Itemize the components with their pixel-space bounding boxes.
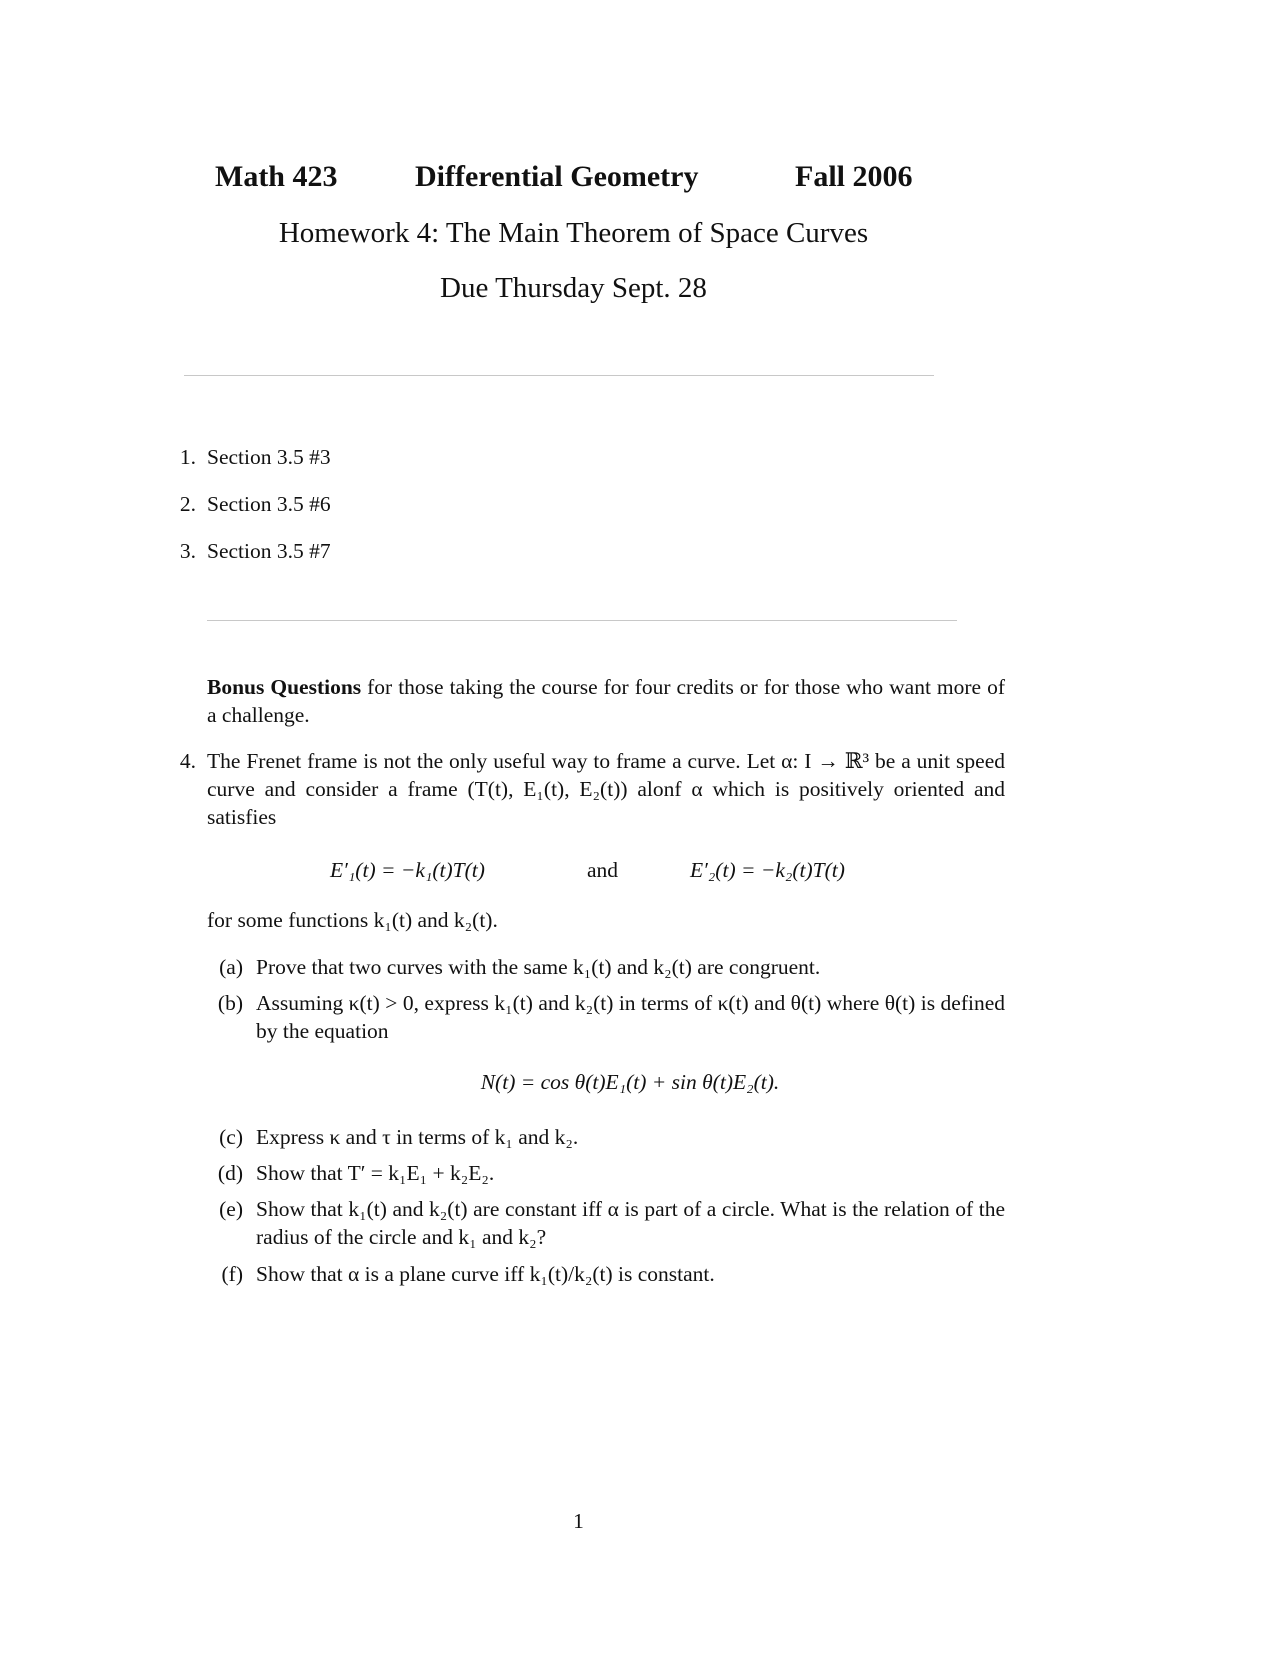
term: Fall 2006 [795, 160, 913, 193]
problem-4-functions-note: for some functions k₁(t) and k₂(t). [207, 908, 498, 932]
list-item-number: 2. [179, 492, 196, 516]
list-item-text: Section 3.5 #3 [207, 445, 331, 469]
equation-left: E′₁(t) = −k₁(t)T(t) [330, 858, 485, 882]
part-e-text: Show that k₁(t) and k₂(t) are constant iff α is part of a circle. What is the relation of the radius of the circle and k₁ and k₂? [256, 1197, 1005, 1249]
part-c-label: (c) [219, 1125, 243, 1149]
middle-divider [207, 620, 957, 621]
course-name: Differential Geometry [415, 160, 699, 193]
bonus-intro [207, 673, 1005, 729]
list-item-text: Section 3.5 #6 [207, 492, 331, 516]
problem-4-statement: The Frenet frame is not the only useful way to frame a curve. Let α: I → ℝ³ be a unit speed curve and consider a frame (T(t), E₁(t), E₂(t)) alonf α which is positively oriented and satisfies [207, 749, 1005, 829]
equation-connector: and [587, 858, 619, 882]
page-number: 1 [573, 1509, 584, 1533]
list-item-number: 1. [179, 445, 196, 469]
part-d-label: (d) [217, 1161, 243, 1185]
list-item-text: Section 3.5 #7 [207, 539, 331, 563]
problem-4-number: 4. [179, 749, 196, 773]
part-b-text: Assuming κ(t) > 0, express k₁(t) and k₂(t) in terms of κ(t) and θ(t) where θ(t) is defined by the equation [256, 991, 1005, 1043]
due-date: Due Thursday Sept. 28 [440, 272, 707, 304]
homework-title: Homework 4: The Main Theorem of Space Curves [278, 217, 869, 249]
equation-right: E′₂(t) = −k₂(t)T(t) [690, 858, 845, 882]
display-equation-b: N(t) = cos θ(t)E₁(t) + sin θ(t)E₂(t). [480, 1070, 780, 1094]
part-a-label: (a) [219, 955, 243, 979]
part-b-label: (b) [217, 991, 243, 1015]
course-number: Math 423 [215, 160, 338, 193]
bonus-heading: Bonus Questions [207, 675, 362, 699]
part-d-text: Show that T′ = k₁E₁ + k₂E₂. [256, 1161, 495, 1185]
top-divider [184, 375, 934, 376]
list-item-number: 3. [179, 539, 196, 563]
part-e-label: (e) [219, 1197, 243, 1221]
bonus-intro-text: for those taking the course for four credits or for those who want more of a challenge. [207, 675, 1005, 727]
part-f-label: (f) [221, 1262, 243, 1286]
part-c-text: Express κ and τ in terms of k₁ and k₂. [256, 1125, 579, 1149]
part-f-text: Show that α is a plane curve iff k₁(t)/k₂(t) is constant. [256, 1262, 715, 1286]
part-a-text: Prove that two curves with the same k₁(t) and k₂(t) are congruent. [256, 955, 821, 979]
